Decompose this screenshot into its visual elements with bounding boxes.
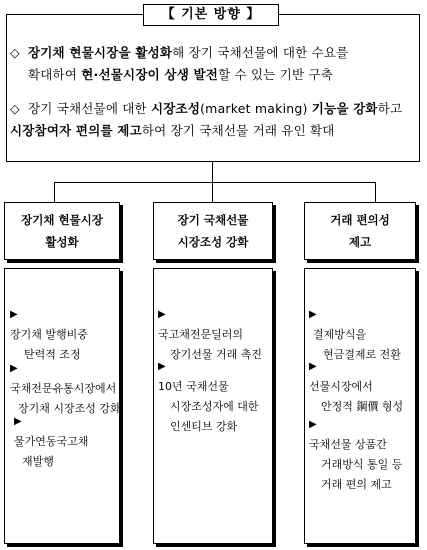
- detail-line: 선물시장에서: [309, 380, 373, 393]
- category-3-line-2: 제고: [348, 235, 372, 249]
- detail-line: 물가연동국고채: [14, 435, 89, 448]
- principle-2-text-4: 하여 장기 국채선물 거래 유인 확대: [141, 123, 335, 138]
- detail-line: 인센티브 강화: [170, 420, 238, 433]
- category-2-line-1: 장기 국채선물: [177, 213, 249, 227]
- category-box-1: [4, 202, 120, 260]
- principle-1-line-2: [10, 64, 420, 86]
- detail-line: 국채선물 상품간: [309, 438, 387, 451]
- detail-item: [158, 357, 259, 437]
- principle-1-emphasis-1: 장기채 현물시장을 활성화: [28, 45, 173, 60]
- connector-branch-3: [375, 182, 376, 202]
- detail-item: [158, 305, 262, 365]
- detail-line: 국채전문유통시장에서: [10, 382, 117, 395]
- category-1-line-2: 활성화: [45, 235, 79, 249]
- detail-item: [309, 305, 401, 365]
- category-3-line-1: 거래 편의성: [330, 213, 390, 227]
- detail-item: [14, 412, 88, 472]
- detail-line: 장기채 시장조성 강화: [18, 402, 121, 415]
- category-2-line-2: 시장조성 강화: [177, 235, 249, 249]
- principle-2-text-3: 하고: [377, 101, 403, 116]
- principle-2-emphasis-2: 기능을 강화: [311, 101, 378, 116]
- triangle-bullet-icon: ▶: [158, 361, 166, 372]
- principle-2-line-1: [10, 98, 420, 120]
- principle-2-text-2: (market making): [200, 101, 312, 116]
- category-box-2: [153, 202, 273, 260]
- diamond-marker-icon: ◇: [10, 101, 20, 116]
- principle-1-text-3: 할 수 있는 기반 구축: [218, 67, 333, 82]
- detail-line: 거래 편의 제고: [321, 478, 392, 491]
- detail-item: [10, 359, 121, 419]
- principle-2: [10, 98, 420, 142]
- detail-line: 국고채전문딜러의: [158, 328, 244, 341]
- detail-line: 재발행: [22, 455, 54, 468]
- category-box-3: [304, 202, 416, 260]
- principle-1-text-1: 해 장기 국채선물에 대한 수요를: [172, 45, 349, 60]
- triangle-bullet-icon: ▶: [309, 419, 317, 430]
- principle-1-emphasis-2: 현·선물시장이 상생 발전: [81, 67, 219, 82]
- triangle-bullet-icon: ▶: [10, 363, 18, 374]
- detail-item: [309, 357, 403, 417]
- category-1-line-1: 장기채 현물시장: [21, 213, 103, 227]
- detail-line: 결제방식을: [313, 328, 367, 341]
- triangle-bullet-icon: ▶: [10, 309, 18, 320]
- detail-item: [10, 305, 88, 365]
- connector-branch-1: [54, 182, 55, 202]
- principle-2-emphasis-3: 시장참여자 편의를 제고: [10, 123, 142, 138]
- principle-2-line-2: [10, 120, 420, 142]
- principle-1-line-1: [10, 42, 420, 64]
- connector-trunk: [212, 162, 213, 182]
- detail-line: 거래방식 통일 등: [321, 458, 403, 471]
- diamond-marker-icon: ◇: [10, 45, 20, 60]
- detail-line: 10년 국채선물: [158, 380, 229, 393]
- detail-line: 안정적 鋼價 형성: [321, 400, 404, 413]
- detail-line: 현금결제로 전환: [323, 348, 401, 361]
- detail-line: 시장조성자에 대한: [170, 400, 259, 413]
- principle-1: [10, 42, 420, 86]
- connector-horizontal: [54, 182, 376, 183]
- triangle-bullet-icon: ▶: [14, 416, 22, 427]
- principle-2-emphasis-1: 시장조성: [151, 101, 201, 116]
- detail-line: 장기선물 거래 촉진: [170, 348, 263, 361]
- principle-2-text-1: 장기 국채선물에 대한: [28, 101, 151, 116]
- basic-direction-title: 【 기본 방향 】: [143, 4, 279, 26]
- triangle-bullet-icon: ▶: [309, 309, 317, 320]
- detail-line: 탄력적 조정: [24, 348, 81, 361]
- principle-1-text-2: 확대하여: [28, 67, 82, 82]
- triangle-bullet-icon: ▶: [158, 309, 166, 320]
- triangle-bullet-icon: ▶: [309, 361, 317, 372]
- connector-branch-2: [212, 182, 213, 202]
- detail-item: [309, 415, 402, 495]
- detail-line: 장기채 발행비중: [10, 328, 88, 341]
